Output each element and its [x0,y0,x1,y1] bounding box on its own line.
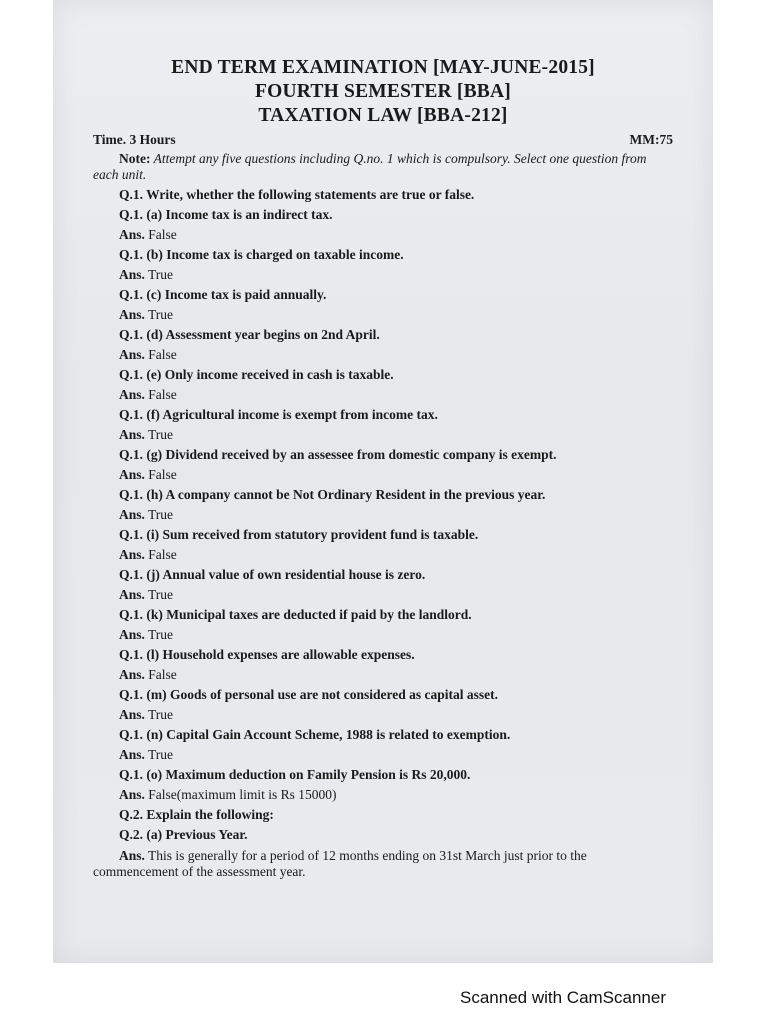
exam-marks: MM:75 [629,132,673,147]
question-number: Q.1. (d) [119,327,166,342]
question-number: Q.1. (i) [119,527,163,542]
answer-value: True [148,707,174,722]
question-text: Income tax is an indirect tax. [165,207,333,222]
answer-item [93,705,673,725]
subject-title: TAXATION LAW [BBA-212] [258,105,508,126]
answer-item [93,545,673,565]
answer-value: False [148,547,177,562]
answer-value: True [148,747,174,762]
answer-value: False [148,387,177,402]
answer-label: Ans. [119,627,145,642]
answer-item [93,425,673,445]
question-text: A company cannot be Not Ordinary Resident in the previous year. [165,487,546,502]
answer-value: True [148,307,174,322]
answer-label: Ans. [119,747,145,762]
question-item [93,445,673,465]
answer-label: Ans. [119,707,145,722]
answer-label: Ans. [119,587,145,602]
question-number: Q.1. (l) [119,647,163,662]
question-item [93,325,673,345]
question-number: Q.1. (b) [119,247,167,262]
answer-label: Ans. [119,267,145,282]
q2-sub-question: Q.2. (a) Previous Year. [119,827,248,842]
answer-item [93,625,673,645]
question-text: Municipal taxes are deducted if paid by the landlord. [166,607,472,622]
answer-item [93,785,673,805]
answer-item [93,585,673,605]
question-number: Q.1. (j) [119,567,163,582]
q2-intro: Q.2. Explain the following: [119,807,274,822]
answer-label: Ans. [119,787,145,802]
question-text: Income tax is charged on taxable income. [166,247,404,262]
answer-value: True [148,427,174,442]
question-text: Dividend received by an assessee from domestic company is exempt. [165,447,557,462]
exam-page [93,56,673,880]
question-item [93,565,673,585]
question-item [93,765,673,785]
exam-meta [93,132,673,151]
answer-item [93,345,673,365]
answer-label: Ans. [119,347,145,362]
question-text: Only income received in cash is taxable. [164,367,394,382]
answer-item [93,305,673,325]
question-item [93,405,673,425]
note-label: Note: [119,151,151,166]
question-item [93,485,673,505]
answer-label: Ans. [119,427,145,442]
question-text: Agricultural income is exempt from income tax. [162,407,438,422]
question-item [93,245,673,265]
question-item [93,605,673,625]
answer-label: Ans. [119,467,145,482]
q2-answer-text: This is generally for a period of 12 months ending on 31st March just prior to the commencement of the assessment year. [93,848,587,879]
note-text: Attempt any five questions including Q.no. 1 which is compulsory. Select one question from each unit. [93,151,647,182]
answer-item [93,465,673,485]
question-text: Capital Gain Account Scheme, 1988 is related to exemption. [166,727,511,742]
question-item [93,525,673,545]
answer-label: Ans. [119,227,145,242]
question-text: Income tax is paid annually. [164,287,327,302]
answer-item [93,385,673,405]
answer-item [93,745,673,765]
answer-label: Ans. [119,547,145,562]
answer-value: False(maximum limit is Rs 15000) [148,787,337,802]
answer-value: False [148,227,177,242]
question-item [93,725,673,745]
answer-value: False [148,667,177,682]
question-text: Goods of personal use are not considered as capital asset. [170,687,499,702]
question-number: Q.1. (c) [119,287,165,302]
question-text: Sum received from statutory provident fund is taxable. [162,527,479,542]
answer-label: Ans. [119,387,145,402]
answer-item [93,265,673,285]
question-text: Maximum deduction on Family Pension is Rs 20,000. [165,767,471,782]
answer-label: Ans. [119,507,145,522]
question-number: Q.1. (e) [119,367,165,382]
answer-value: True [148,587,174,602]
answer-label: Ans. [119,667,145,682]
question-number: Q.1. (f) [119,407,163,422]
answer-value: False [148,467,177,482]
question-text: Annual value of own residential house is zero. [162,567,426,582]
scanned-paper [53,0,713,963]
question-number: Q.1. (n) [119,727,167,742]
question-item [93,685,673,705]
answer-value: True [148,507,174,522]
semester-title: FOURTH SEMESTER [BBA] [255,81,511,102]
question-number: Q.1. (m) [119,687,170,702]
question-number: Q.1. (a) [119,207,166,222]
exam-time: Time. 3 Hours [93,132,176,147]
answer-item [93,505,673,525]
question-item [93,365,673,385]
question-text: Assessment year begins on 2nd April. [165,327,380,342]
exam-note [93,151,673,183]
question-text: Household expenses are allowable expenses. [162,647,415,662]
question-number: Q.1. (o) [119,767,166,782]
question-list [93,205,673,805]
q1-intro: Q.1. Write, whether the following statements are true or false. [119,187,475,202]
exam-title: END TERM EXAMINATION [MAY-JUNE-2015] [171,57,595,78]
q2-answer [93,848,673,880]
question-number: Q.1. (k) [119,607,167,622]
answer-item [93,665,673,685]
camscanner-watermark: Scanned with CamScanner [460,988,667,1007]
answer-value: False [148,347,177,362]
answer-label: Ans. [119,307,145,322]
question-item [93,285,673,305]
answer-value: True [148,627,174,642]
answer-label: Ans. [119,848,145,863]
question-item [93,205,673,225]
question-item [93,645,673,665]
question-number: Q.1. (g) [119,447,166,462]
answer-item [93,225,673,245]
question-number: Q.1. (h) [119,487,166,502]
answer-value: True [148,267,174,282]
